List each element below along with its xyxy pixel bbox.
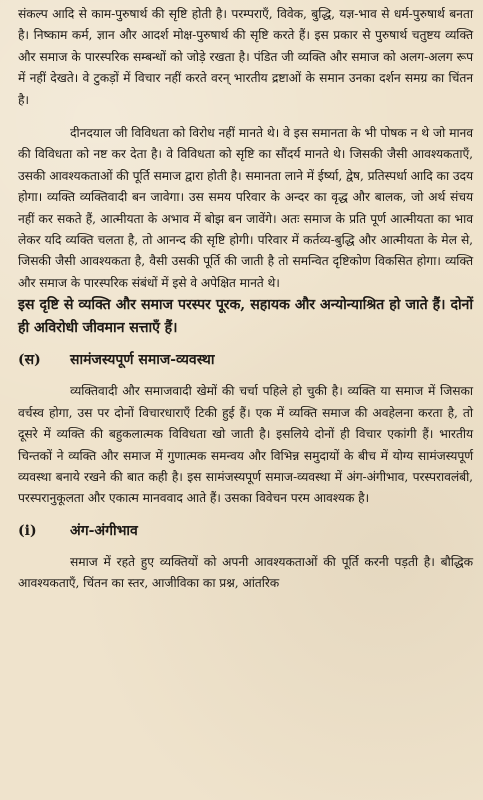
paragraph-purushartha: संकल्प आदि से काम-पुरुषार्थ की सृष्टि होती है। परम्पराएँ, विवेक, बुद्धि, यज्ञ-भाव से धर्म-पुरुषार्थ बनता है। निष्काम कर्म, ज्ञान और आदर्श मोक्ष-पुरुषार्थ की सृष्टि करते हैं। इस प्रकार से पुरुषार्थ चतुष्टय व्यक्ति और समाज के पारस्परिक सम्बन्धों को जोड़े रखता है। पंडित जी व्यक्ति और समाज को अलग-अलग रूप में नहीं देखते। वे टुकड़ों में विचार नहीं करते वरन् भारतीय द्रष्टाओं के समान उनका दर्शन समग्र का चिंतन है।	[18, 7, 473, 107]
paragraph-gap	[18, 371, 473, 381]
paragraph-gap	[18, 340, 473, 349]
subsection-title: अंग-अंगीभाव	[70, 522, 138, 539]
paragraph-gap	[18, 111, 473, 123]
paragraph-gap	[18, 510, 473, 520]
paragraph-harmonious-society: व्यक्तिवादी और समाजवादी खेमों की चर्चा पहिले हो चुकी है। व्यक्ति या समाज में जिसका वर्चस्व होगा, उस पर दोनों विचारधाराएँ टिकी हुई हैं। एक में व्यक्ति समाज की अवहेलना करता है, तो दूसरे में व्यक्ति की बहुकलात्मक विविधता खो जाती है। इसलिये दोनों ही विचार एकांगी हैं। भारतीय चिन्तकों ने व्यक्ति और समाज में गुणात्मक समन्वय और विभिन्न समुदायों के बीच में योग्य सामंजस्यपूर्ण व्यवस्था बनाये रखने की बात कही है। इस सामंजस्यपूर्ण समाज-व्यवस्था में अंग-अंगीभाव, परस्परावलंबी, परस्परानुकूलता और एकात्म मानववाद आते हैं। उसका विवेचन परम आवश्यक है।	[18, 384, 473, 506]
section-heading	[18, 349, 473, 371]
paragraph-gap	[18, 542, 473, 552]
section-title: सामंजस्यपूर्ण समाज-व्यवस्था	[70, 352, 215, 369]
subsection-heading	[18, 520, 473, 542]
paragraph-diversity-conclusion: इस दृष्टि से व्यक्ति और समाज परस्पर पूरक, सहायक और अन्योन्याश्रित हो जाते हैं। दोनों ही अविरोधी जीवमान सत्ताएँ हैं।	[18, 297, 473, 337]
section-number: (स)	[18, 352, 41, 369]
paragraph-diversity: दीनदयाल जी विविधता को विरोध नहीं मानते थे। वे इस समानता के भी पोषक न थे जो मानव की विविधता को नष्ट कर देता है। वे विविधता को सृष्टि का सौंदर्य मानते थे। जिसकी जैसी आवश्यकताएँ, उसकी आवश्यकताओं की पूर्ति समाज द्वारा होती है। समानता लाने में ईर्ष्या, द्वेष, प्रतिस्पर्धा आदि का उदय होगा। व्यक्ति व्यक्तिवादी बन जावेगा। उस समय परिवार के अन्दर का वृद्ध और बालक, जो अर्थ संचय नहीं कर सकते हैं, आत्मीयता के अभाव में बोझ बन जावेंगे। अतः समाज के प्रति पूर्ण आत्मीयता का भाव लेकर यदि व्यक्ति चलता है, तो आनन्द की सृष्टि होगी। परिवार में कर्तव्य-बुद्धि और आत्मीयता के मेल से, जिसकी जैसी आवश्यकता है, वैसी उसकी पूर्ति की जाती है तो समन्वित दृष्टिकोण विकसित होगा। व्यक्ति और समाज के पारस्परिक संबंधों में इसे वे अपेक्षित मानते थे।	[18, 126, 473, 290]
paragraph-organic-relation: समाज में रहते हुए व्यक्तियों को अपनी आवश्यकताओं की पूर्ति करनी पड़ती है। बौद्धिक आवश्यकताएँ, चिंतन का स्तर, आजीविका का प्रश्न, आंतरिक	[18, 554, 473, 591]
subsection-number: (i)	[18, 522, 37, 539]
